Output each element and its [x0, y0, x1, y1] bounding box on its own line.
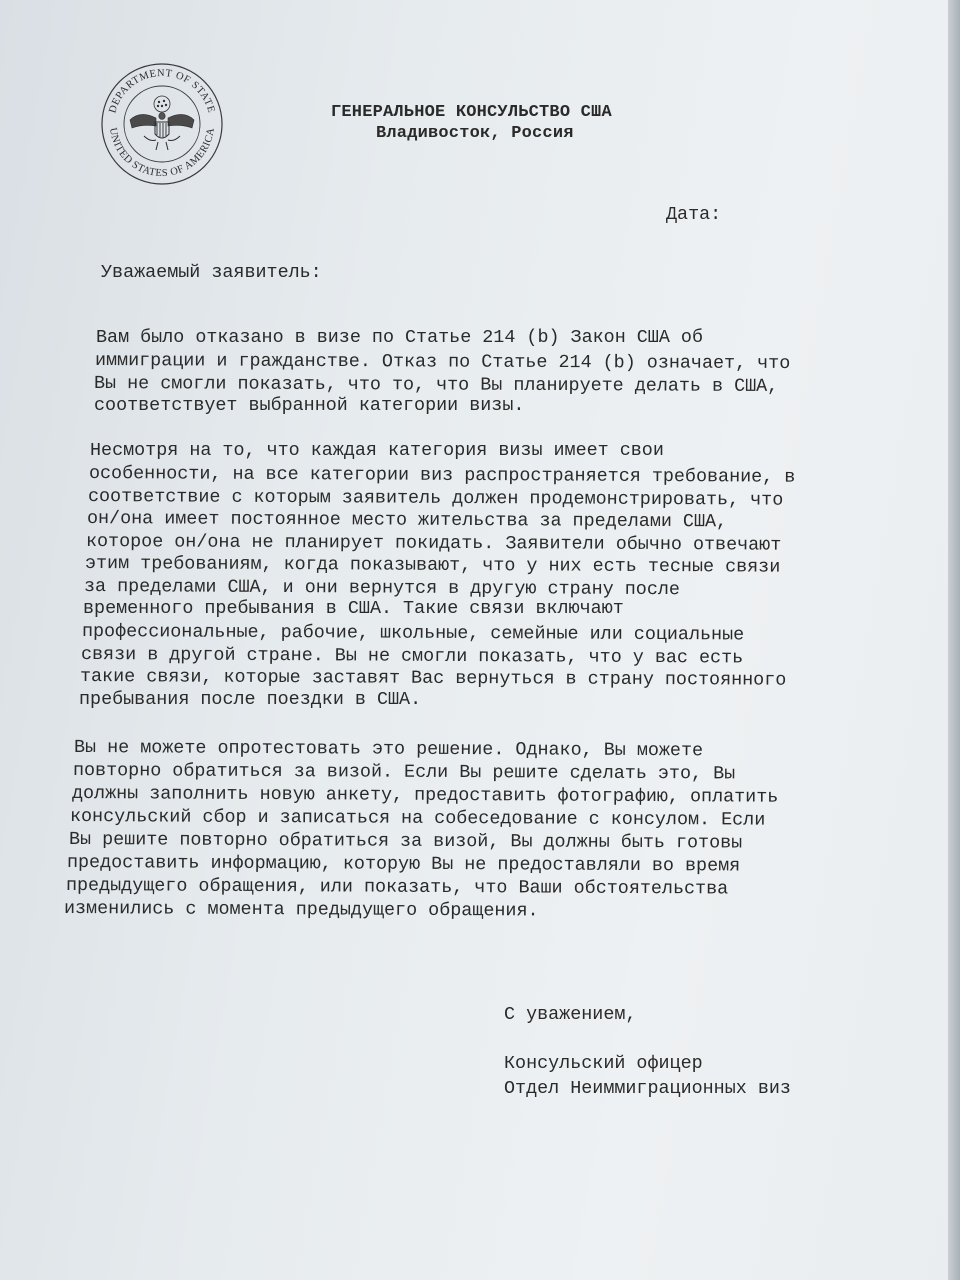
- paragraph-line: Вам было отказано в визе по Статье 214 (b) Закон США об: [96, 327, 703, 348]
- signature-title: Консульский офицер: [504, 1053, 703, 1074]
- seal-ring-text-bottom: UNITED STATES OF AMERICA: [107, 127, 217, 180]
- paragraph-line: временного пребывания в США. Такие связи включают: [83, 598, 624, 619]
- paragraph-line: Вы не смогли показать, что то, что Вы планируете делать в США,: [93, 373, 779, 397]
- closing: С уважением,: [504, 1004, 637, 1025]
- paragraph-line: соответствие с которым заявитель должен продемонстрировать, что: [87, 486, 784, 511]
- paragraph-line: должны заполнить новую анкету, предоставить фотографию, оплатить: [71, 783, 779, 808]
- paragraph-line: консульский сбор и записаться на собеседование с консулом. Если: [69, 806, 766, 831]
- eagle-icon: [130, 96, 194, 150]
- paragraph-line: связи в другой стране. Вы не смогли показать, что у вас есть: [80, 644, 744, 669]
- paragraph-line: изменились с момента предыдущего обращения.: [63, 898, 539, 922]
- department-of-state-seal: [100, 62, 224, 186]
- seal-ring-text-top: DEPARTMENT OF STATE: [107, 67, 217, 115]
- paragraph-line: пребывания после поездки в США.: [79, 689, 422, 710]
- paragraph-line: этим требованиям, когда показывают, что у них есть тесные связи: [84, 553, 781, 578]
- consulate-location: Владивосток, Россия: [376, 124, 574, 143]
- signature-department: Отдел Неиммиграционных виз: [504, 1078, 791, 1099]
- svg-text:DEPARTMENT OF STATE: [107, 68, 216, 115]
- consulate-title: ГЕНЕРАЛЬНОЕ КОНСУЛЬСТВО США: [331, 103, 612, 122]
- paragraph-line: повторно обратиться за визой. Если Вы решите сделать это, Вы: [72, 760, 736, 785]
- paragraph-line: соответствует выбранной категории визы.: [94, 395, 525, 416]
- paragraph-line: иммиграции и гражданстве. Отказ по Статье 214 (b) означает, что: [94, 350, 791, 375]
- paragraph-line: за пределами США, и они вернутся в другую страну после: [83, 576, 681, 601]
- paragraph-line: такие связи, которые заставят Вас вернуться в страну постоянного: [79, 666, 787, 691]
- paragraph-line: которое он/она не планирует покидать. Заявители обычно отвечают: [85, 531, 782, 556]
- page-edge-shadow: [948, 0, 960, 1280]
- paragraph-line: Несмотря на то, что каждая категория визы имеет свои: [90, 440, 664, 461]
- date-label: Дата:: [666, 204, 722, 225]
- greeting: Уважаемый заявитель:: [101, 262, 322, 283]
- paragraph-line: Вы не можете опротестовать это решение. Однако, Вы можете: [73, 737, 704, 762]
- paragraph-line: профессиональные, рабочие, школьные, семейные или социальные: [81, 621, 745, 646]
- paragraph-line: предыдущего обращения, или показать, что Ваши обстоятельства: [65, 875, 729, 900]
- paragraph-line: он/она имеет постоянное место жительства за пределами США,: [86, 508, 728, 533]
- svg-text:UNITED STATES OF AMERICA: [107, 127, 217, 179]
- paragraph-line: Вы решите повторно обратиться за визой, Вы должны быть готовы: [68, 829, 743, 854]
- paragraph-line: особенности, на все категории виз распространяется требование, в: [88, 463, 796, 488]
- paragraph-line: предоставить информацию, которую Вы не предоставляли во время: [66, 852, 741, 877]
